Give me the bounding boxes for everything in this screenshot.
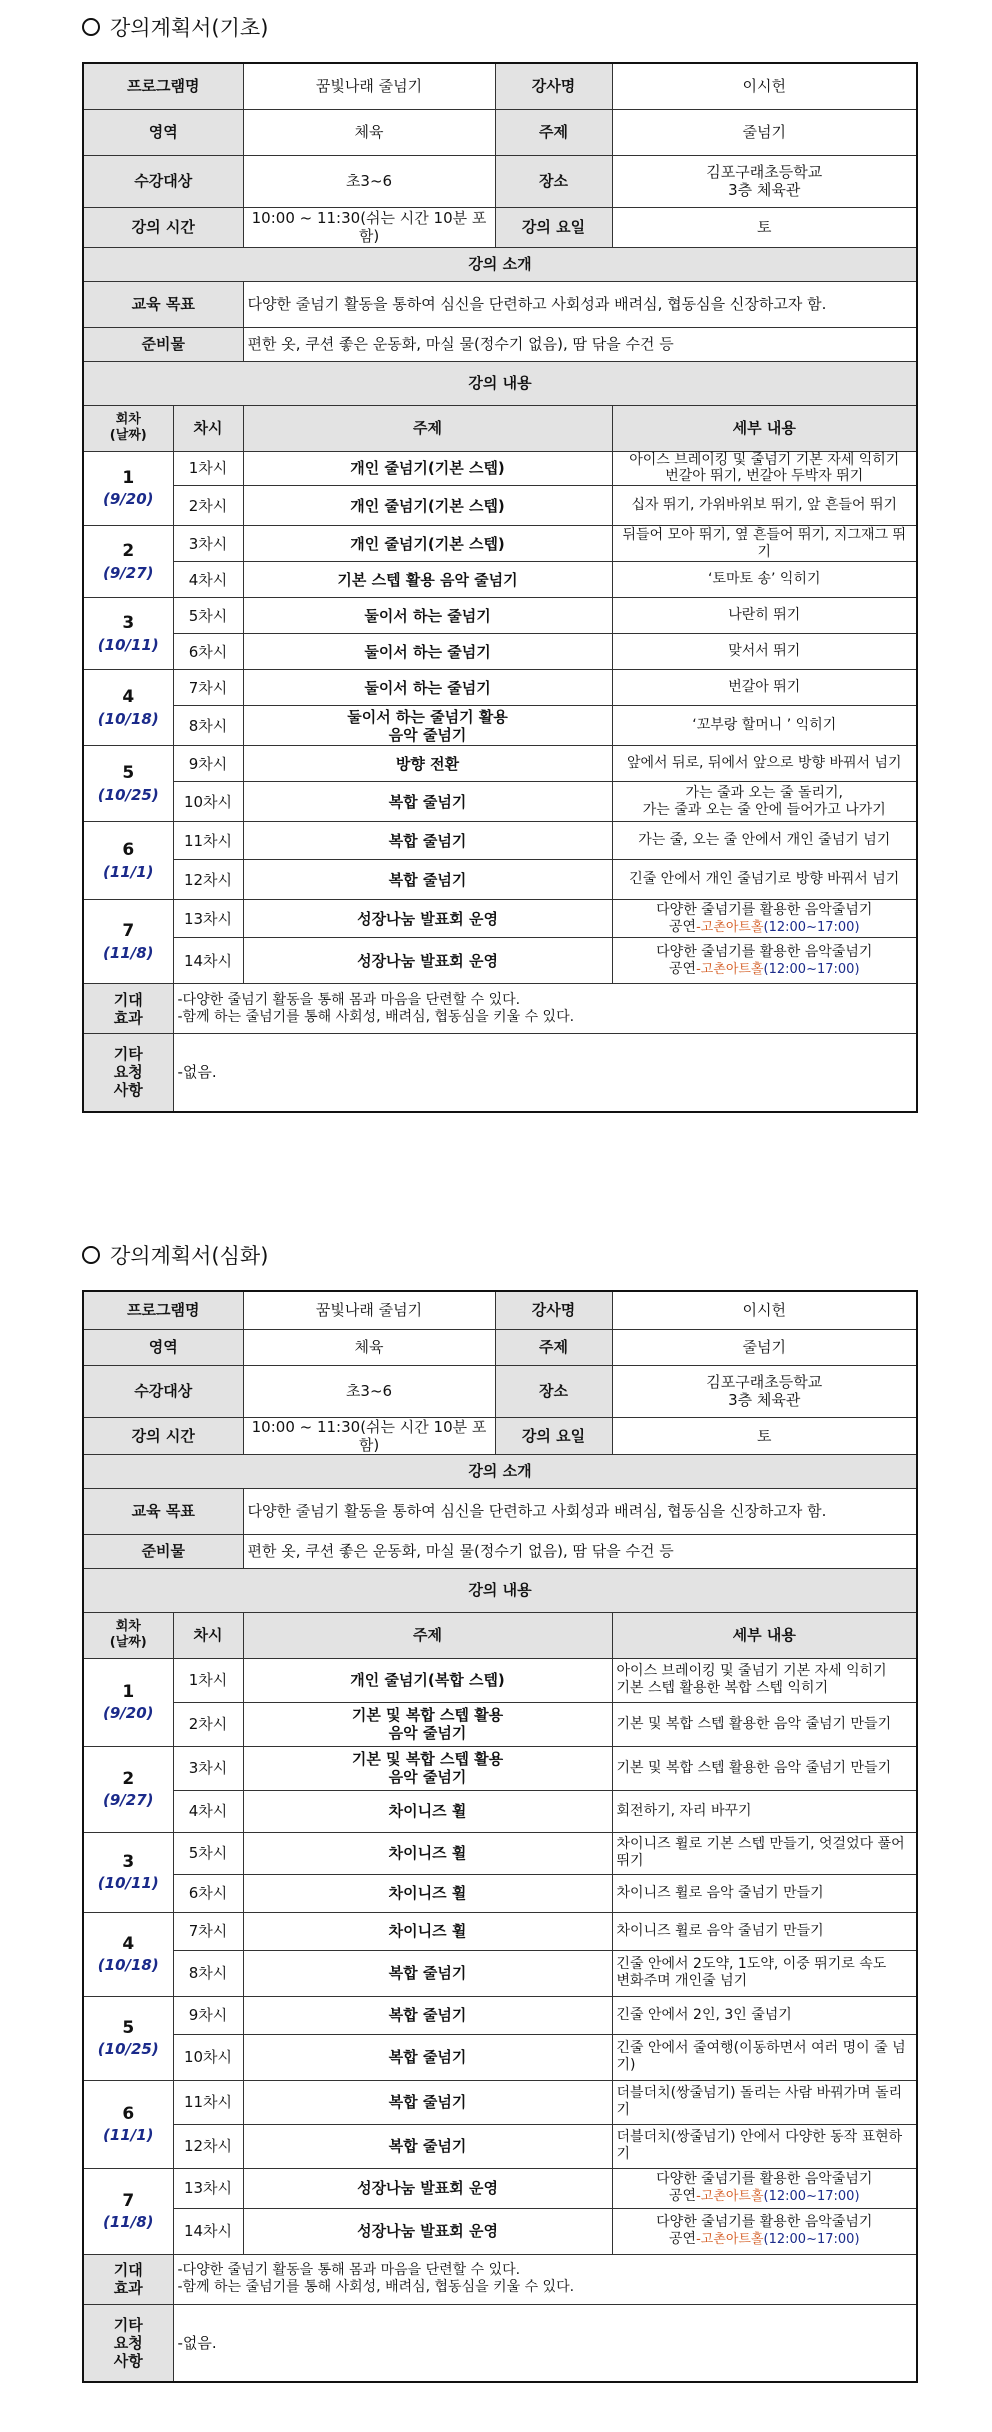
lesson-row: [83, 598, 917, 634]
detail-highlight: 음악줄넘기: [804, 943, 873, 960]
lesson-subject: 복합 줄넘기: [243, 822, 612, 860]
lesson-number: 6차시: [173, 1874, 243, 1912]
session-cell: [83, 746, 173, 822]
lesson-header: 차시: [173, 405, 243, 451]
lesson-number: 2차시: [173, 486, 243, 526]
lesson-detail: 번갈아 뛰기: [612, 670, 917, 706]
target-label: 수강대상: [83, 1365, 243, 1417]
lesson-number: 9차시: [173, 746, 243, 782]
target-label: 수강대상: [83, 155, 243, 207]
lesson-number: 3차시: [173, 1746, 243, 1790]
lesson-detail: 긴줄 안에서 개인 줄넘기로 방향 바꿔서 넘기: [612, 860, 917, 900]
lesson-row: [83, 938, 917, 984]
lesson-subject: 둘이서 하는 줄넘기: [243, 598, 612, 634]
lesson-number: 13차시: [173, 900, 243, 938]
lesson-subject: 성장나눔 발표회 운영: [243, 2168, 612, 2208]
lesson-row: [83, 2080, 917, 2124]
subject-header: 주제: [243, 405, 612, 451]
lesson-subject: 기본 및 복합 스텝 활용 음악 줄넘기: [243, 1746, 612, 1790]
session-date: (11/1): [102, 2126, 154, 2145]
area-value: 체육: [243, 109, 495, 155]
session-cell: [83, 1658, 173, 1746]
session-number: 6: [122, 840, 135, 861]
detail-line: [617, 944, 913, 961]
lesson-detail: ‘꼬부랑 할머니 ’ 익히기: [612, 706, 917, 746]
lesson-row: [83, 634, 917, 670]
place-label: 장소: [495, 155, 612, 207]
lesson-number: 2차시: [173, 1702, 243, 1746]
theme-label: 주제: [495, 109, 612, 155]
detail-header: 세부 내용: [612, 405, 917, 451]
advanced-footer-body: [83, 2254, 917, 2382]
content-header: 강의 내용: [83, 361, 917, 405]
lesson-row: [83, 1658, 917, 1702]
session-cell: [83, 598, 173, 670]
lesson-subject: 성장나눔 발표회 운영: [243, 900, 612, 938]
lesson-subject: 둘이서 하는 줄넘기: [243, 670, 612, 706]
lesson-detail: [612, 900, 917, 938]
session-cell: [83, 2080, 173, 2168]
detail-line: [617, 2214, 913, 2231]
lesson-row: [83, 860, 917, 900]
lesson-detail: 아이스 브레이킹 및 줄넘기 기본 자세 익히기 기본 스텝 활용한 복합 스텝 익히기: [612, 1658, 917, 1702]
session-number: 2: [122, 541, 135, 562]
lesson-number: 14차시: [173, 938, 243, 984]
lesson-detail: 차이니즈 휠로 음악 줄넘기 만들기: [612, 1912, 917, 1950]
detail-event: 공연: [669, 960, 697, 977]
detail-venue: -고촌아트홀: [696, 2189, 764, 2204]
time-label: 강의 시간: [83, 1417, 243, 1454]
lesson-row: [83, 822, 917, 860]
lesson-detail: 앞에서 뒤로, 뒤에서 앞으로 방향 바꿔서 넘기: [612, 746, 917, 782]
time-value: 10:00 ~ 11:30(쉬는 시간 10분 포함): [243, 207, 495, 247]
session-number: 3: [122, 1851, 135, 1872]
session-date: (10/11): [97, 635, 159, 654]
area-label: 영역: [83, 109, 243, 155]
lesson-row: [83, 1702, 917, 1746]
lesson-number: 7차시: [173, 670, 243, 706]
day-label: 강의 요일: [495, 1417, 612, 1454]
lesson-detail: 십자 뛰기, 가위바위보 뛰기, 앞 흔들어 뛰기: [612, 486, 917, 526]
session-number: 4: [122, 1933, 135, 1954]
prep-label: 준비물: [83, 327, 243, 361]
target-value: 초3~6: [243, 1365, 495, 1417]
instructor-value: 이시헌: [612, 1291, 917, 1329]
detail-hours: (12:00~17:00): [763, 919, 860, 935]
lesson-detail: [612, 2168, 917, 2208]
detail-hours: (12:00~17:00): [763, 961, 860, 977]
detail-text: 다양한 줄넘기를 활용한: [656, 2214, 805, 2231]
intro-header: 강의 소개: [83, 1454, 917, 1488]
lesson-subject: 차이니즈 휠: [243, 1832, 612, 1874]
session-date: (10/25): [97, 785, 159, 804]
lesson-subject: 복합 줄넘기: [243, 2080, 612, 2124]
lesson-row: [83, 526, 917, 562]
lesson-number: 11차시: [173, 822, 243, 860]
session-cell: [83, 1912, 173, 1996]
theme-value: 줄넘기: [612, 109, 917, 155]
detail-venue-line: [617, 2188, 913, 2205]
session-cell: [83, 822, 173, 900]
lesson-number: 8차시: [173, 1950, 243, 1996]
session-number: 1: [122, 468, 135, 489]
session-date: (10/18): [97, 709, 159, 728]
lesson-row: [83, 562, 917, 598]
lesson-row: [83, 2034, 917, 2080]
place-value: 김포구래초등학교 3층 체육관: [612, 155, 917, 207]
session-number: 6: [122, 2103, 135, 2124]
session-cell: [83, 451, 173, 526]
session-cell: [83, 2168, 173, 2254]
detail-header: 세부 내용: [612, 1612, 917, 1658]
lesson-detail: 가는 줄, 오는 줄 안에서 개인 줄넘기 넘기: [612, 822, 917, 860]
lesson-number: 1차시: [173, 1658, 243, 1702]
session-date: (11/8): [102, 2213, 154, 2232]
detail-venue: -고촌아트홀: [696, 919, 764, 935]
lesson-number: 11차시: [173, 2080, 243, 2124]
lesson-row: [83, 670, 917, 706]
lesson-number: 5차시: [173, 598, 243, 634]
session-number: 7: [122, 921, 135, 942]
detail-line: [617, 902, 913, 919]
lesson-subject: 성장나눔 발표회 운영: [243, 938, 612, 984]
lesson-header: 차시: [173, 1612, 243, 1658]
lesson-number: 9차시: [173, 1996, 243, 2034]
basic-footer-body: [83, 984, 917, 1112]
lesson-subject: 개인 줄넘기(기본 스텝): [243, 526, 612, 562]
advanced-sessions-body: [83, 1658, 917, 2254]
detail-highlight: 음악줄넘기: [804, 2171, 873, 2188]
round-header: 회차 (날짜): [83, 1612, 173, 1658]
theme-value: 줄넘기: [612, 1329, 917, 1365]
goal-label: 교육 목표: [83, 281, 243, 327]
place-value: 김포구래초등학교 3층 체육관: [612, 1365, 917, 1417]
lesson-subject: 차이니즈 휠: [243, 1912, 612, 1950]
session-cell: [83, 526, 173, 598]
etc-label: 기타 요청 사항: [83, 1034, 173, 1112]
program-label: 프로그램명: [83, 63, 243, 109]
lesson-number: 12차시: [173, 2124, 243, 2168]
lesson-row: [83, 1996, 917, 2034]
lesson-detail: 뒤들어 모아 뛰기, 옆 흔들어 뛰기, 지그재그 뛰기: [612, 526, 917, 562]
detail-line: [617, 2171, 913, 2188]
lesson-detail: 가는 줄과 오는 줄 돌리기, 가는 줄과 오는 줄 안에 들어가고 나가기: [612, 782, 917, 822]
lesson-number: 1차시: [173, 451, 243, 486]
detail-highlight: 음악줄넘기: [804, 2214, 873, 2231]
lesson-subject: 방향 전환: [243, 746, 612, 782]
prep-label: 준비물: [83, 1534, 243, 1568]
program-value: 꿈빛나래 줄넘기: [243, 63, 495, 109]
circle-icon: [82, 1246, 100, 1264]
session-date: (9/27): [102, 1791, 154, 1810]
session-number: 3: [122, 613, 135, 634]
session-number: 1: [122, 1681, 135, 1702]
instructor-label: 강사명: [495, 63, 612, 109]
session-number: 5: [122, 2017, 135, 2038]
lesson-row: [83, 746, 917, 782]
intro-header: 강의 소개: [83, 247, 917, 281]
theme-label: 주제: [495, 1329, 612, 1365]
lesson-subject: 차이니즈 휠: [243, 1790, 612, 1832]
lesson-subject: 복합 줄넘기: [243, 2034, 612, 2080]
section-title-advanced: [82, 1240, 268, 1270]
instructor-label: 강사명: [495, 1291, 612, 1329]
lesson-detail: 더블더치(쌍줄넘기) 안에서 다양한 동작 표현하기: [612, 2124, 917, 2168]
lesson-row: [83, 2208, 917, 2254]
detail-highlight: 음악줄넘기: [804, 901, 873, 918]
session-date: (11/8): [102, 943, 154, 962]
lesson-row: [83, 486, 917, 526]
lesson-subject: 복합 줄넘기: [243, 782, 612, 822]
lesson-row: [83, 900, 917, 938]
day-value: 토: [612, 1417, 917, 1454]
lesson-detail: [612, 2208, 917, 2254]
area-label: 영역: [83, 1329, 243, 1365]
lesson-detail: 긴줄 안에서 2인, 3인 줄넘기: [612, 1996, 917, 2034]
prep-value: 편한 옷, 쿠션 좋은 운동화, 마실 물(정수기 없음), 땀 닦을 수건 등: [243, 327, 917, 361]
day-value: 토: [612, 207, 917, 247]
lesson-row: [83, 451, 917, 486]
etc-label: 기타 요청 사항: [83, 2304, 173, 2382]
lesson-subject: 기본 및 복합 스텝 활용 음악 줄넘기: [243, 1702, 612, 1746]
lesson-detail: 차이니즈 휠로 기본 스텝 만들기, 엇걸었다 풀어뛰기: [612, 1832, 917, 1874]
lesson-number: 4차시: [173, 562, 243, 598]
lesson-number: 7차시: [173, 1912, 243, 1950]
circle-icon: [82, 18, 100, 36]
effect-value: -다양한 줄넘기 활동을 통해 몸과 마음을 단련할 수 있다. -함께 하는 줄넘기를 통해 사회성, 배려심, 협동심을 키울 수 있다.: [173, 984, 917, 1034]
program-label: 프로그램명: [83, 1291, 243, 1329]
lesson-row: [83, 1912, 917, 1950]
session-date: (10/18): [97, 1956, 159, 1975]
lesson-subject: 둘이서 하는 줄넘기: [243, 634, 612, 670]
goal-value: 다양한 줄넘기 활동을 통하여 심신을 단련하고 사회성과 배려심, 협동심을 신장하고자 함.: [243, 281, 917, 327]
effect-value: -다양한 줄넘기 활동을 통해 몸과 마음을 단련할 수 있다. -함께 하는 줄넘기를 통해 사회성, 배려심, 협동심을 키울 수 있다.: [173, 2254, 917, 2304]
session-date: (10/25): [97, 2040, 159, 2059]
basic-info-body: [83, 63, 917, 451]
place-label: 장소: [495, 1365, 612, 1417]
session-cell: [83, 1832, 173, 1912]
lesson-number: 13차시: [173, 2168, 243, 2208]
session-cell: [83, 1996, 173, 2080]
session-date: (11/1): [102, 862, 154, 881]
lesson-row: [83, 1874, 917, 1912]
etc-value: -없음.: [173, 1034, 917, 1112]
lesson-detail: 기본 및 복합 스텝 활용한 음악 줄넘기 만들기: [612, 1702, 917, 1746]
lesson-number: 10차시: [173, 2034, 243, 2080]
lesson-subject: 개인 줄넘기(복합 스텝): [243, 1658, 612, 1702]
lesson-detail: 더블더치(쌍줄넘기) 돌리는 사람 바꿔가며 돌리기: [612, 2080, 917, 2124]
lesson-detail: 회전하기, 자리 바꾸기: [612, 1790, 917, 1832]
lesson-detail: 긴줄 안에서 2도약, 1도약, 이중 뛰기로 속도 변화주며 개인줄 넘기: [612, 1950, 917, 1996]
lesson-detail: 기본 및 복합 스텝 활용한 음악 줄넘기 만들기: [612, 1746, 917, 1790]
time-label: 강의 시간: [83, 207, 243, 247]
detail-event: 공연: [669, 2188, 697, 2204]
session-number: 7: [122, 2190, 135, 2211]
section-title-advanced-text: 강의계획서(심화): [110, 1244, 269, 1268]
lesson-subject: 성장나눔 발표회 운영: [243, 2208, 612, 2254]
detail-hours: (12:00~17:00): [763, 2189, 860, 2204]
time-value: 10:00 ~ 11:30(쉬는 시간 10분 포함): [243, 1417, 495, 1454]
content-header: 강의 내용: [83, 1568, 917, 1612]
session-cell: [83, 1746, 173, 1832]
lesson-detail: [612, 938, 917, 984]
lesson-subject: 기본 스텝 활용 음악 줄넘기: [243, 562, 612, 598]
lesson-subject: 복합 줄넘기: [243, 1996, 612, 2034]
lesson-subject: 개인 줄넘기(기본 스텝): [243, 451, 612, 486]
session-number: 4: [122, 687, 135, 708]
lesson-number: 12차시: [173, 860, 243, 900]
lesson-row: [83, 2124, 917, 2168]
basic-plan-table: [82, 62, 918, 1113]
lesson-detail: 긴줄 안에서 줄여행(이동하면서 여러 명이 줄 넘기): [612, 2034, 917, 2080]
lesson-row: [83, 1746, 917, 1790]
lesson-number: 8차시: [173, 706, 243, 746]
lesson-subject: 복합 줄넘기: [243, 2124, 612, 2168]
detail-venue: -고촌아트홀: [696, 961, 764, 977]
lesson-detail: 나란히 뛰기: [612, 598, 917, 634]
basic-sessions-body: [83, 451, 917, 984]
area-value: 체육: [243, 1329, 495, 1365]
lesson-row: [83, 1832, 917, 1874]
lesson-number: 3차시: [173, 526, 243, 562]
session-date: (10/11): [97, 1874, 159, 1893]
lesson-detail: 차이니즈 휠로 음악 줄넘기 만들기: [612, 1874, 917, 1912]
lesson-subject: 개인 줄넘기(기본 스텝): [243, 486, 612, 526]
section-title-basic-text: 강의계획서(기초): [110, 16, 269, 40]
lesson-detail: 맞서서 뛰기: [612, 634, 917, 670]
advanced-info-body: [83, 1291, 917, 1658]
lesson-subject: 차이니즈 휠: [243, 1874, 612, 1912]
section-title-basic: [82, 12, 268, 42]
lesson-subject: 둘이서 하는 줄넘기 활용 음악 줄넘기: [243, 706, 612, 746]
detail-venue-line: [617, 961, 913, 978]
advanced-plan-table: [82, 1290, 918, 2383]
instructor-value: 이시헌: [612, 63, 917, 109]
round-header: 회차 (날짜): [83, 405, 173, 451]
session-date: (9/20): [102, 490, 154, 509]
session-number: 2: [122, 1768, 135, 1789]
goal-value: 다양한 줄넘기 활동을 통하여 심신을 단련하고 사회성과 배려심, 협동심을 신장하고자 함.: [243, 1488, 917, 1534]
subject-header: 주제: [243, 1612, 612, 1658]
lesson-subject: 복합 줄넘기: [243, 860, 612, 900]
detail-event: 공연: [669, 2231, 697, 2247]
detail-venue-line: [617, 2231, 913, 2248]
lesson-row: [83, 782, 917, 822]
lesson-number: 5차시: [173, 1832, 243, 1874]
lesson-row: [83, 1950, 917, 1996]
lesson-number: 14차시: [173, 2208, 243, 2254]
effect-label: 기대 효과: [83, 2254, 173, 2304]
day-label: 강의 요일: [495, 207, 612, 247]
detail-venue: -고촌아트홀: [696, 2232, 764, 2247]
effect-label: 기대 효과: [83, 984, 173, 1034]
detail-venue-line: [617, 919, 913, 936]
target-value: 초3~6: [243, 155, 495, 207]
detail-event: 공연: [669, 918, 697, 935]
lesson-row: [83, 1790, 917, 1832]
session-cell: [83, 900, 173, 984]
lesson-row: [83, 706, 917, 746]
lesson-number: 4차시: [173, 1790, 243, 1832]
session-number: 5: [122, 763, 135, 784]
lesson-number: 6차시: [173, 634, 243, 670]
lesson-number: 10차시: [173, 782, 243, 822]
program-value: 꿈빛나래 줄넘기: [243, 1291, 495, 1329]
lesson-detail: ‘토마토 송’ 익히기: [612, 562, 917, 598]
session-date: (9/20): [102, 1704, 154, 1723]
lesson-subject: 복합 줄넘기: [243, 1950, 612, 1996]
session-date: (9/27): [102, 563, 154, 582]
session-cell: [83, 670, 173, 746]
detail-text: 다양한 줄넘기를 활용한: [656, 2171, 805, 2188]
lesson-detail: 아이스 브레이킹 및 줄넘기 기본 자세 익히기 번갈아 뛰기, 번갈아 두박자 뛰기: [612, 451, 917, 486]
detail-hours: (12:00~17:00): [763, 2232, 860, 2247]
goal-label: 교육 목표: [83, 1488, 243, 1534]
detail-text: 다양한 줄넘기를 활용한: [656, 943, 805, 960]
prep-value: 편한 옷, 쿠션 좋은 운동화, 마실 물(정수기 없음), 땀 닦을 수건 등: [243, 1534, 917, 1568]
detail-text: 다양한 줄넘기를 활용한: [656, 901, 805, 918]
lesson-row: [83, 2168, 917, 2208]
etc-value: -없음.: [173, 2304, 917, 2382]
